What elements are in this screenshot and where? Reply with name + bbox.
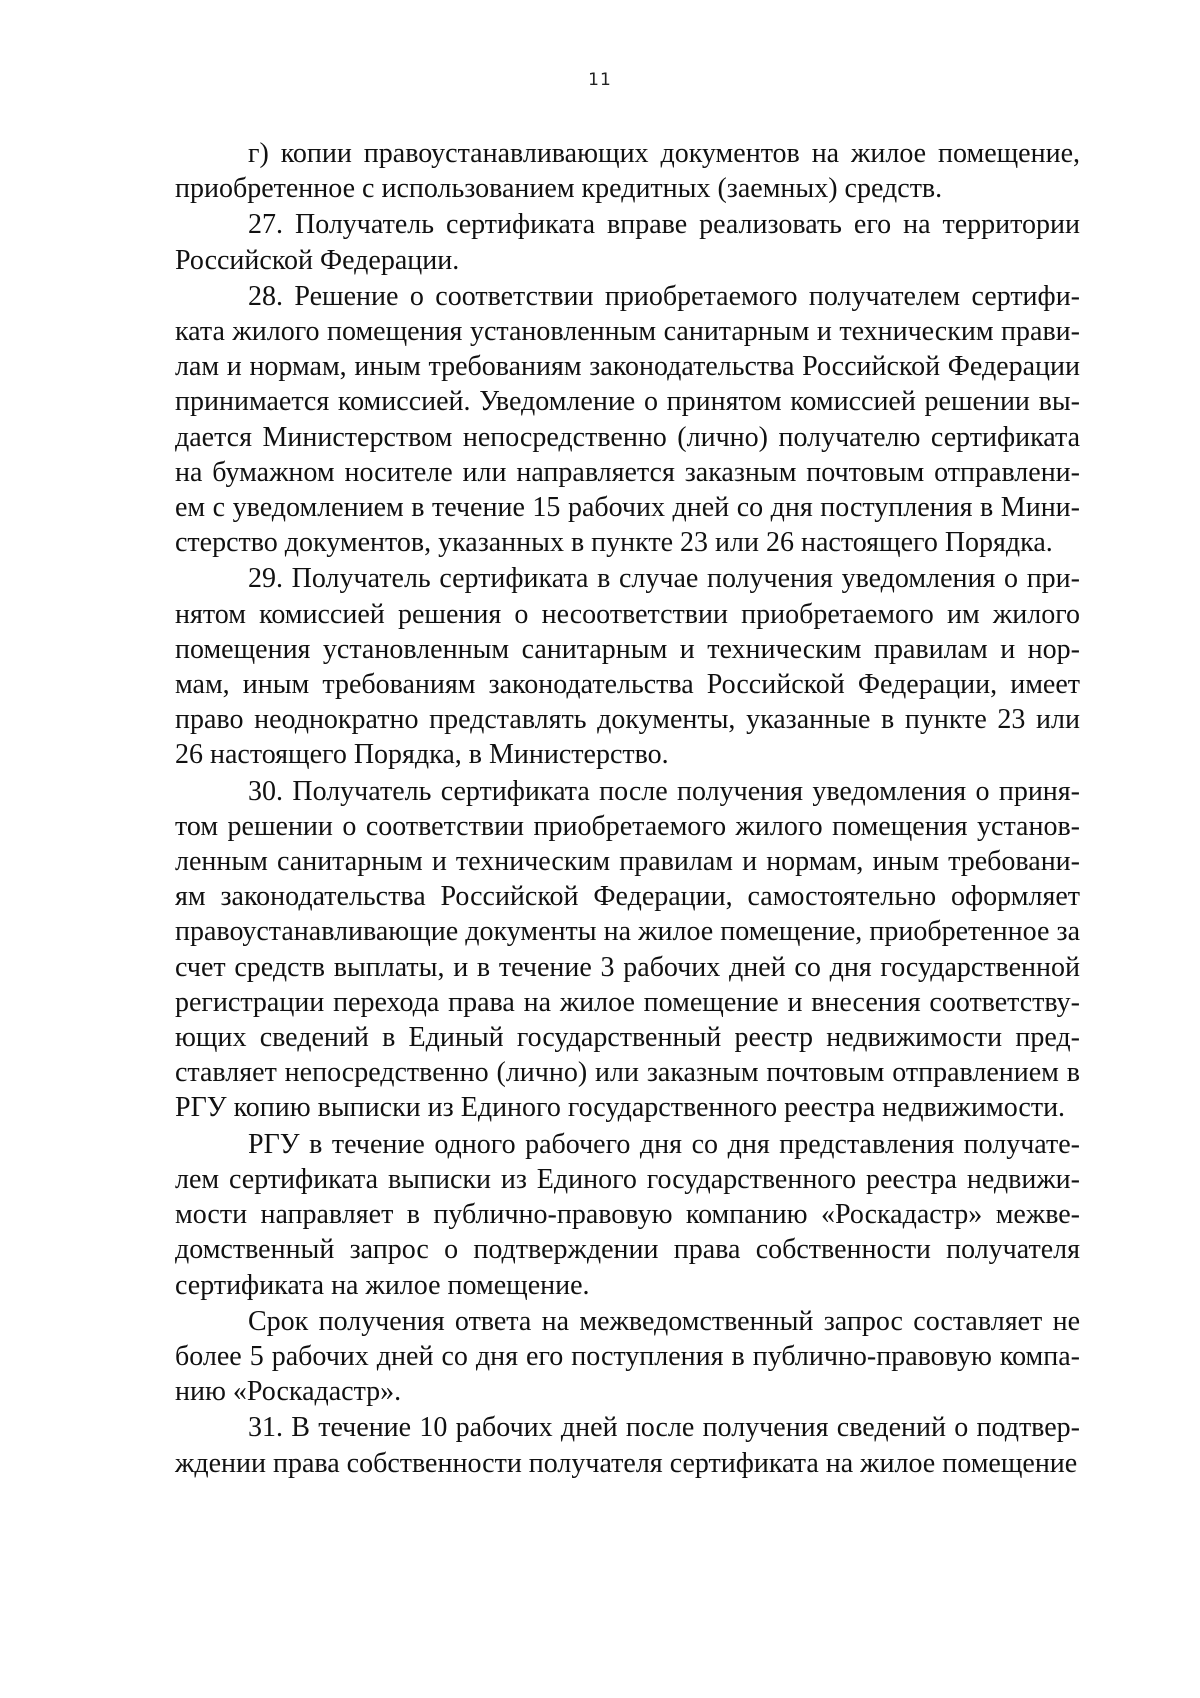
paragraph-27: 27. Получатель сертификата вправе реализовать его на территории Российской Федерации. [175, 209, 1080, 276]
paragraph-28: 28. Решение о соответствии приобретаемого получателем сертификата жилого помещения установленным санитарным и техническим правилам и нормам, иным требованиям законодательства Российской Федерации принимается комиссией. Уведомление о принятом комиссией решении выдается Министерством непосредственно (лично) получателю сертификата на бумажном носителе или направляется заказным почтовым отправлением с уведомлением в течение 15 рабочих дней со дня поступления в Министерство документов, указанных в пункте 23 или 26 настоящего Порядка. [175, 280, 1080, 559]
paragraph-item-g: г) копии правоустанавливающих документов на жилое помещение, приобретенное с использованием кредитных (заемных) средств. [175, 138, 1080, 205]
page-number: 11 [588, 70, 612, 90]
paragraph-29: 29. Получатель сертификата в случае получения уведомления о принятом комиссией решения о несоответствии приобретаемого им жилого помещения установленным санитарным и техническим правилам и нормам, иным требованиям законодательства Российской Федерации, имеет право неоднократно представлять документы, указанные в пункте 23 или 26 настоящего Порядка, в Министерство. [175, 563, 1080, 771]
paragraph-31: 31. В течение 10 рабочих дней после получения сведений о подтверждении права собственности получателя сертификата на жилое помещение [175, 1412, 1080, 1479]
paragraph-30: 30. Получатель сертификата после получения уведомления о принятом решении о соответствии приобретаемого жилого помещения установленным санитарным и техническим правилам и нормам, иным требованиям законодательства Российской Федерации, самостоятельно оформляет правоустанавливающие документы на жилое помещение, приобретенное за счет средств выплаты, и в течение 3 рабочих дней со дня государственной регистрации перехода права на жилое помещение и внесения соответствующих сведений в Единый государственный реестр недвижимости представляет непосредственно (лично) или заказным почтовым отправлением в РГУ копию выписки из Единого государственного реестра недвижимости. [175, 775, 1080, 1124]
paragraph-30-term: Срок получения ответа на межведомственный запрос составляет не более 5 рабочих дней со дня его поступления в публично-правовую компанию «Роскадастр». [175, 1305, 1080, 1408]
document-body [175, 136, 1080, 1481]
paragraph-30-rgu: РГУ в течение одного рабочего дня со дня представления получателем сертификата выписки из Единого государственного реестра недвижимости направляет в публично-правовую компанию «Роскадастр» межведомственный запрос о подтверждении права собственности получателя сертификата на жилое помещение. [175, 1128, 1080, 1301]
